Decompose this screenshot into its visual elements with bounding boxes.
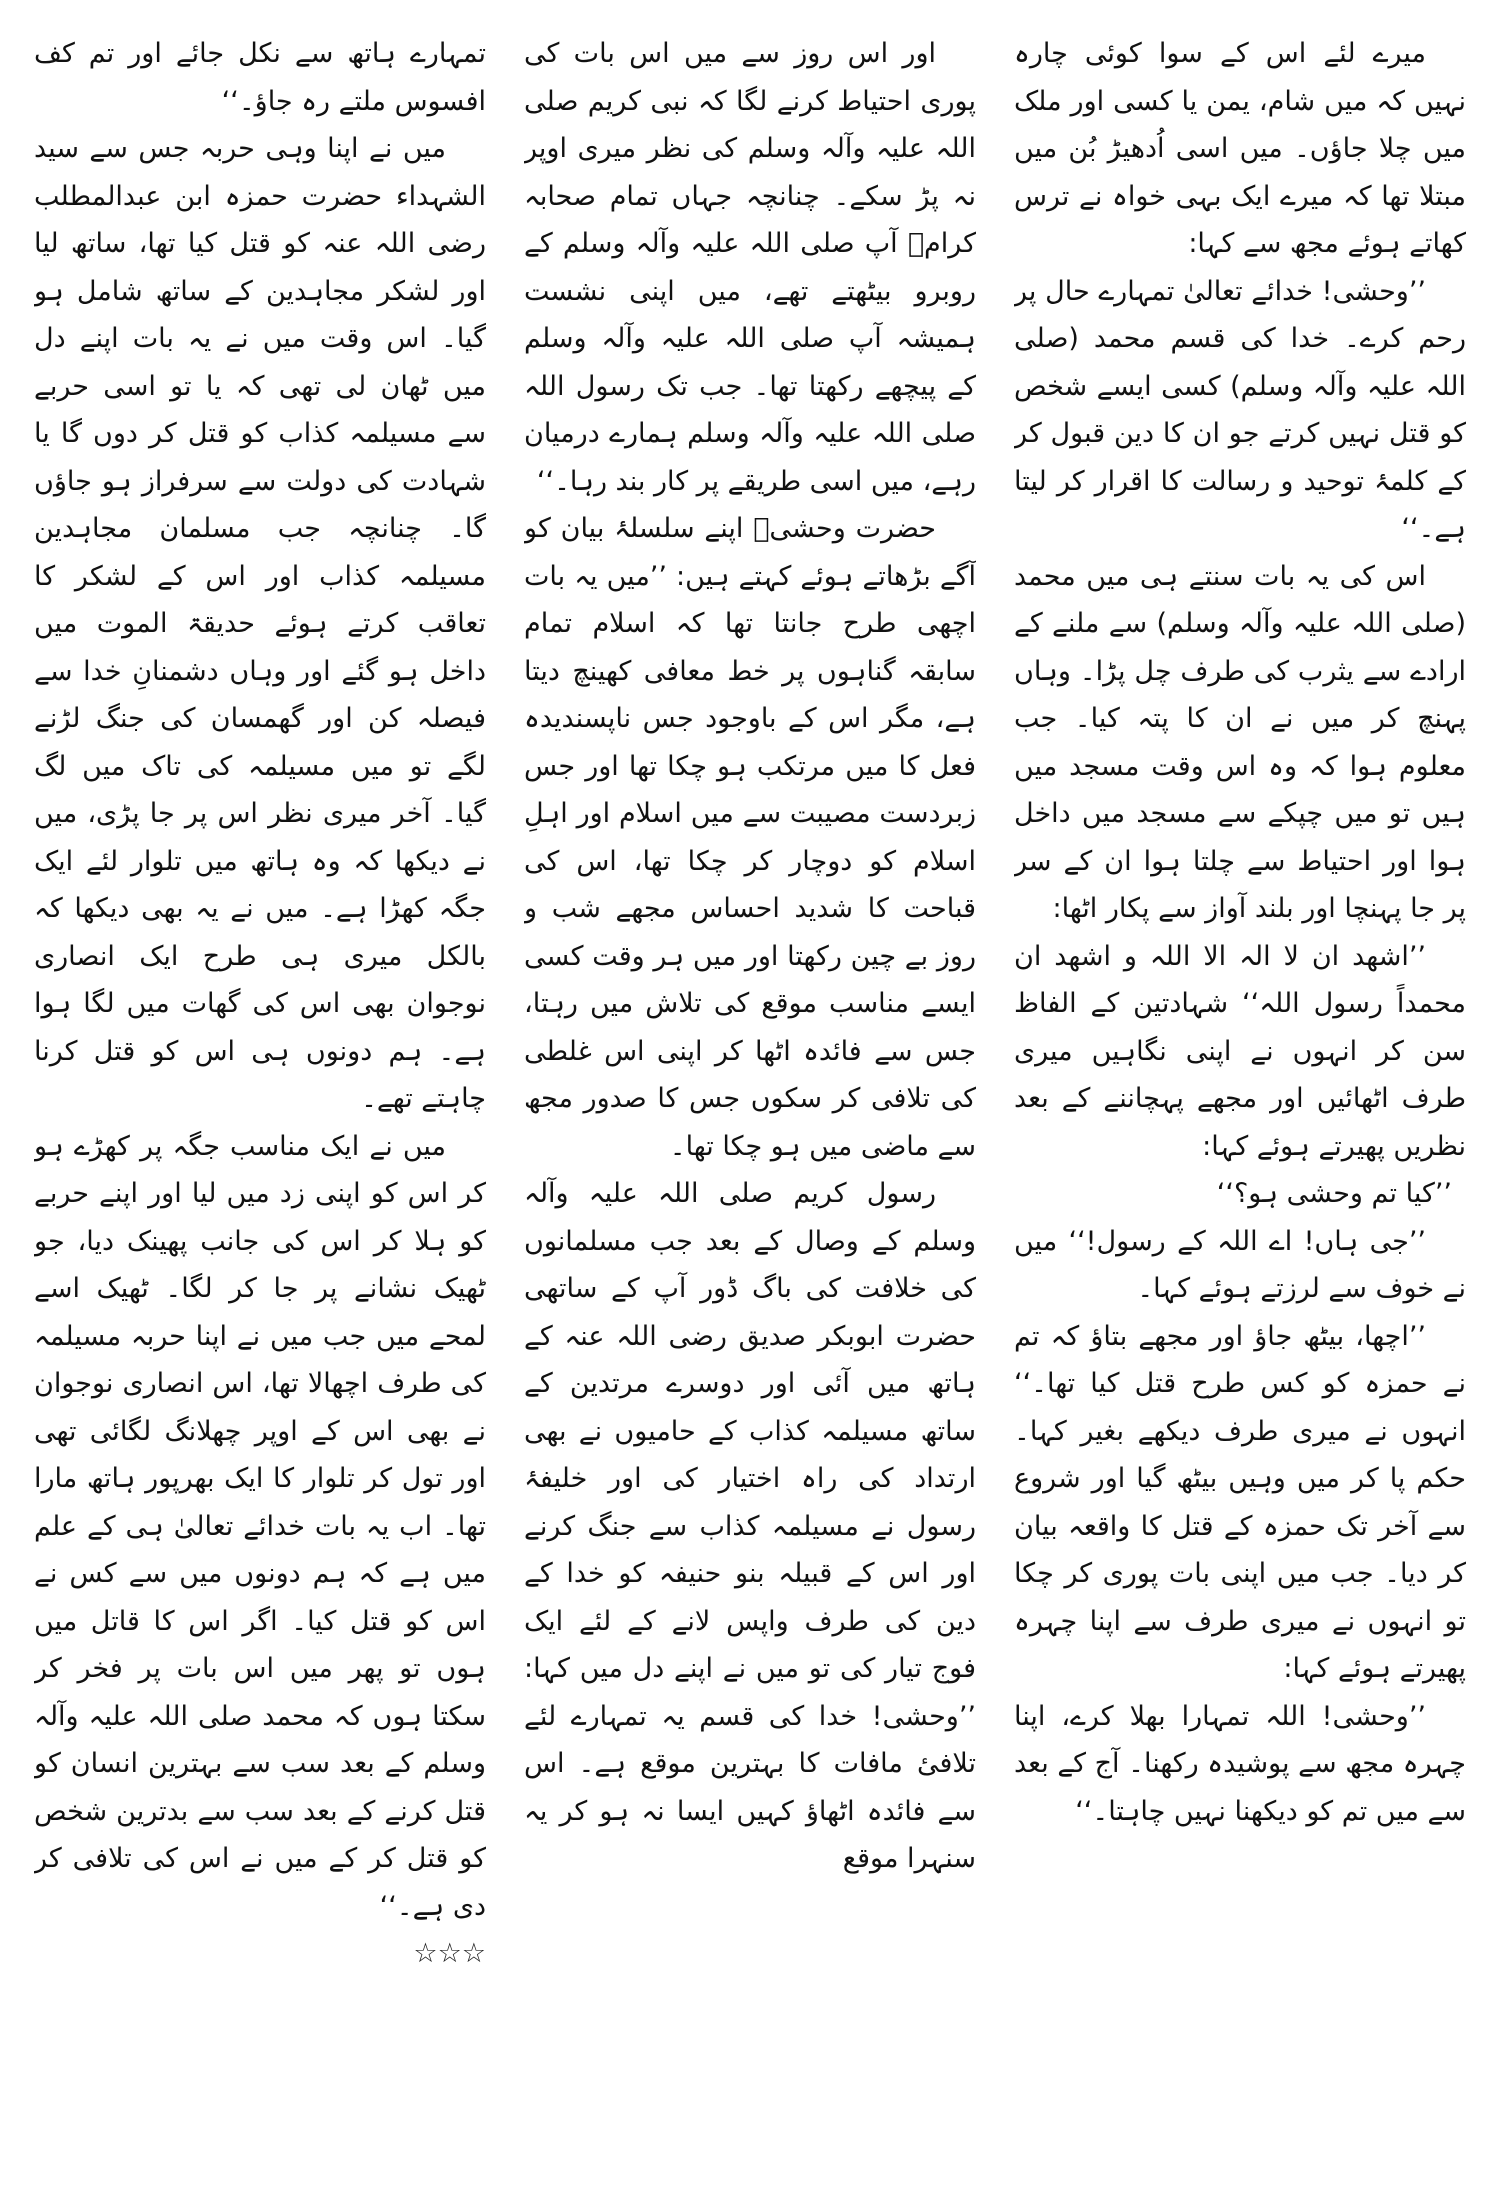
paragraph: میرے لئے اس کے سوا کوئی چارہ نہیں کہ میں شام، یمن یا کسی اور ملک میں چلا جاؤں۔ میں اسی اُدھیڑ بُن میں مبتلا تھا کہ میرے ایک بہی خواہ نے ترس کھاتے ہوئے مجھ سے کہا:	[1014, 38, 1466, 259]
paragraph: میں نے اپنا وہی حربہ جس سے سید الشہداء حضرت حمزہ ابن عبدالمطلب رضی اللہ عنہ کو قتل کیا تھا، ساتھ لیا اور لشکر مجاہدین کے ساتھ شامل ہو گیا۔ اس وقت میں نے یہ بات اپنے دل میں ٹھان لی تھی کہ یا تو اسی حربے سے مسیلمہ کذاب کو قتل کر دوں گا یا شہادت کی دولت سے سرفراز ہو جاؤں گا۔ چنانچہ جب مسلمان مجاہدین مسیلمہ کذاب اور اس کے لشکر کا تعاقب کرتے ہوئے حدیقۃ الموت میں داخل ہو گئے اور وہاں دشمنانِ خدا سے فیصلہ کن اور گھمسان کی جنگ لڑنے لگے تو میں مسیلمہ کی تاک میں لگ گیا۔ آخر میری نظر اس پر جا پڑی، میں نے دیکھا کہ وہ ہاتھ میں تلوار لئے ایک جگہ کھڑا ہے۔ میں نے یہ بھی دیکھا کہ بالکل میری ہی طرح ایک انصاری نوجوان بھی اس کی گھات میں لگا ہوا ہے۔ ہم دونوں ہی اس کو قتل کرنا چاہتے تھے۔	[34, 133, 486, 1114]
paragraph: اس کی یہ بات سنتے ہی میں محمد (صلی اللہ علیہ وآلہ وسلم) سے ملنے کے ارادے سے یثرب کی طرف چل پڑا۔ وہاں پہنچ کر میں نے ان کا پتہ کیا۔ جب معلوم ہوا کہ وہ اس وقت مسجد میں ہیں تو میں چپکے سے مسجد میں داخل ہوا اور احتیاط سے چلتا ہوا ان کے سر پر جا پہنچا اور بلند آواز سے پکار اٹھا:	[1014, 560, 1466, 924]
quote-paragraph: ’’اشھد ان لا الہ الا اللہ و اشھد ان محمداً رسول اللہ‘‘ شہادتین کے الفاظ سن کر انہوں نے اپنی نگاہیں میری طرف اٹھائیں اور مجھے پہچاننے کے بعد نظریں پھیرتے ہوئے کہا:	[1014, 940, 1466, 1162]
paragraph: حضرت وحشیؓ اپنے سلسلۂ بیان کو آگے بڑھاتے ہوئے کہتے ہیں: ’’میں یہ بات اچھی طرح جانتا تھا کہ اسلام تمام سابقہ گناہوں پر خط معافی کھینچ دیتا ہے، مگر اس کے باوجود جس ناپسندیدہ فعل کا میں مرتکب ہو چکا تھا اور جس زبردست مصیبت سے میں اسلام اور اہلِ اسلام کو دوچار کر چکا تھا، اس کی قباحت کا شدید احساس مجھے شب و روز بے چین رکھتا اور میں ہر وقت کسی ایسے مناسب موقع کی تلاش میں رہتا، جس سے فائدہ اٹھا کر اپنی اس غلطی کی تلافی کر سکوں جس کا صدور مجھ سے ماضی میں ہو چکا تھا۔	[524, 513, 976, 1162]
paragraph: تمہارے ہاتھ سے نکل جائے اور تم کف افسوس ملتے رہ جاؤ۔‘‘	[34, 38, 486, 117]
end-stars: ☆☆☆	[413, 1938, 486, 1969]
quote-paragraph: ’’وحشی! اللہ تمہارا بھلا کرے، اپنا چہرہ مجھ سے پوشیدہ رکھنا۔ آج کے بعد سے میں تم کو دیکھنا نہیں چاہتا۔‘‘	[1014, 1700, 1466, 1827]
column-right	[1014, 30, 1466, 2180]
paragraph: اور اس روز سے میں اس بات کی پوری احتیاط کرنے لگا کہ نبی کریم صلی اللہ علیہ وآلہ وسلم کی نظر میری اوپر نہ پڑ سکے۔ چنانچہ جہاں تمام صحابہ کرامؓ آپ صلی اللہ علیہ وآلہ وسلم کے روبرو بیٹھتے تھے، میں اپنی نشست ہمیشہ آپ صلی اللہ علیہ وآلہ وسلم کے پیچھے رکھتا تھا۔ جب تک رسول اللہ صلی اللہ علیہ وآلہ وسلم ہمارے درمیان رہے، میں اسی طریقے پر کار بند رہا۔‘‘	[524, 38, 976, 497]
column-middle	[524, 30, 976, 2180]
quote-paragraph: ’’جی ہاں! اے اللہ کے رسول!‘‘ میں نے خوف سے لرزتے ہوئے کہا۔	[1014, 1225, 1466, 1304]
paragraph: میں نے ایک مناسب جگہ پر کھڑے ہو کر اس کو اپنی زد میں لیا اور اپنے حربے کو ہلا کر اس کی جانب پھینک دیا، جو ٹھیک نشانے پر جا کر لگا۔ ٹھیک اسے لمحے میں جب میں نے اپنا حربہ مسیلمہ کی طرف اچھالا تھا، اس انصاری نوجوان نے بھی اس کے اوپر چھلانگ لگائی تھی اور تول کر تلوار کا ایک بھرپور ہاتھ مارا تھا۔ اب یہ بات خدائے تعالیٰ ہی کے علم میں ہے کہ ہم دونوں میں سے کس نے اس کو قتل کیا۔ اگر اس کا قاتل میں ہوں تو پھر میں اس بات پر فخر کر سکتا ہوں کہ محمد صلی اللہ علیہ وآلہ وسلم کے بعد سب سے بہترین انسان کو قتل کرنے کے بعد سب سے بدترین شخص کو قتل کر کے میں نے اس کی تلافی کر دی ہے۔‘‘	[34, 1130, 486, 1922]
paragraph: رسول کریم صلی اللہ علیہ وآلہ وسلم کے وصال کے بعد جب مسلمانوں کی خلافت کی باگ ڈور آپ کے ساتھی حضرت ابوبکر صدیق رضی اللہ عنہ کے ہاتھ میں آئی اور دوسرے مرتدین کے ساتھ مسیلمہ کذاب کے حامیوں نے بھی ارتداد کی راہ اختیار کی اور خلیفۂ رسول نے مسیلمہ کذاب سے جنگ کرنے اور اس کے قبیلہ بنو حنیفہ کو خدا کے دین کی طرف واپس لانے کے لئے ایک فوج تیار کی تو میں نے اپنے دل میں کہا: ’’وحشی! خدا کی قسم یہ تمہارے لئے تلافیٔ مافات کا بہترین موقع ہے۔ اس سے فائدہ اٹھاؤ کہیں ایسا نہ ہو کر یہ سنہرا موقع	[524, 1178, 976, 1874]
column-left	[34, 30, 486, 2180]
quote-paragraph: ’’اچھا، بیٹھ جاؤ اور مجھے بتاؤ کہ تم نے حمزہ کو کس طرح قتل کیا تھا۔‘‘ انہوں نے میری طرف دیکھے بغیر کہا۔ حکم پا کر میں وہیں بیٹھ گیا اور شروع سے آخر تک حمزہ کے قتل کا واقعہ بیان کر دیا۔ جب میں اپنی بات پوری کر چکا تو انہوں نے میری طرف سے اپنا چہرہ پھیرتے ہوئے کہا:	[1014, 1320, 1466, 1684]
quote-paragraph: ’’کیا تم وحشی ہو؟‘‘	[1216, 1178, 1452, 1209]
quote-paragraph: ’’وحشی! خدائے تعالیٰ تمہارے حال پر رحم کرے۔ خدا کی قسم محمد (صلی اللہ علیہ وآلہ وسلم) کسی ایسے شخص کو قتل نہیں کرتے جو ان کا دین قبول کر کے کلمۂ توحید و رسالت کا اقرار کر لیتا ہے۔‘‘	[1014, 275, 1466, 544]
